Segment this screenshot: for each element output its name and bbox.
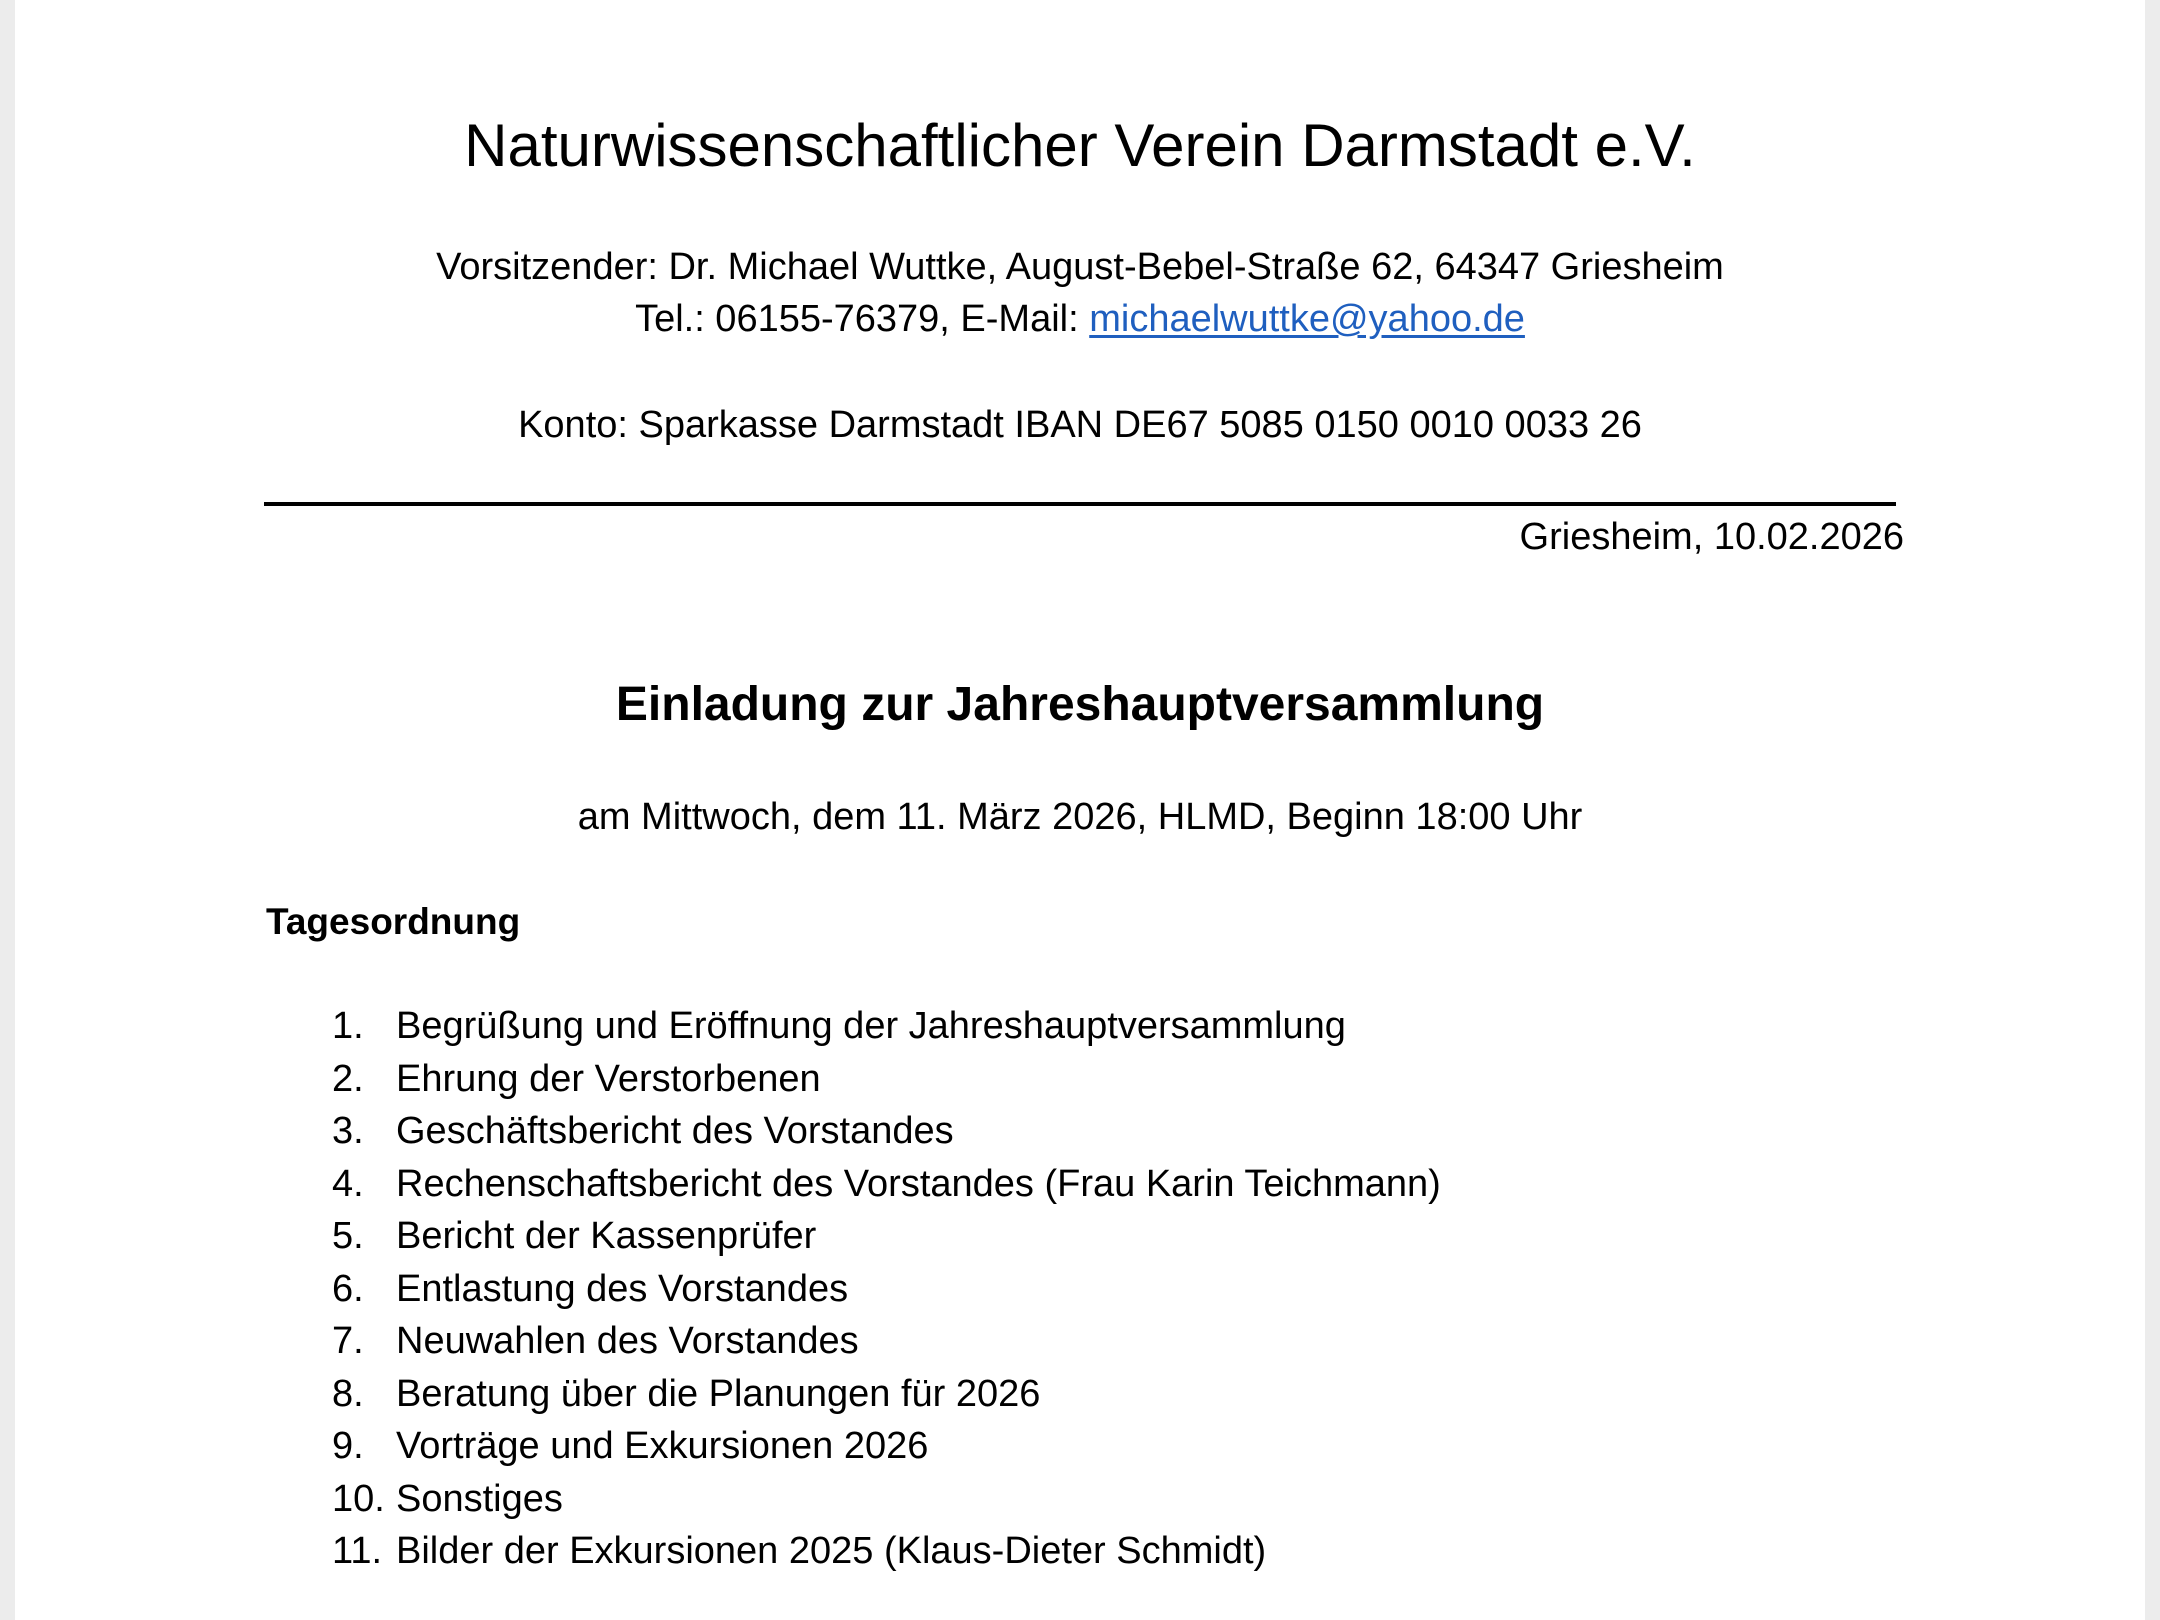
agenda-item-text: Vorträge und Exkursionen 2026 xyxy=(396,1425,929,1467)
agenda-item xyxy=(332,1473,1441,1526)
email-link[interactable]: michaelwuttke@yahoo.de xyxy=(1089,298,1525,340)
agenda-item-text: Bilder der Exkursionen 2025 (Klaus-Dieter Schmidt) xyxy=(396,1530,1267,1572)
agenda-item-number: 8. xyxy=(332,1372,364,1415)
agenda-item-number: 1. xyxy=(332,1005,364,1047)
agenda-item-text: Geschäftsbericht des Vorstandes xyxy=(396,1110,954,1152)
agenda-item xyxy=(332,1525,1441,1578)
invitation-title: Einladung zur Jahreshauptversammlung xyxy=(615,678,1545,731)
agenda-item-number: 9. xyxy=(332,1425,364,1467)
agenda-item-text: Sonstiges xyxy=(396,1477,563,1520)
header-divider xyxy=(264,502,1896,506)
agenda-item-number: 4. xyxy=(332,1162,364,1205)
agenda-item xyxy=(332,1263,1441,1316)
agenda-item xyxy=(332,1210,1441,1263)
agenda-item-text: Rechenschaftsbericht des Vorstandes (Frau Karin Teichmann) xyxy=(396,1162,1441,1205)
agenda-item-number: 5. xyxy=(332,1215,364,1257)
agenda-item-text: Begrüßung und Eröffnung der Jahreshauptversammlung xyxy=(396,1005,1346,1047)
agenda-item xyxy=(332,1368,1441,1421)
meeting-details: am Mittwoch, dem 11. März 2026, HLMD, Beginn 18:00 Uhr xyxy=(577,796,1583,838)
place-and-date: Griesheim, 10.02.2026 xyxy=(1519,516,1904,558)
contact-line xyxy=(15,294,2145,344)
agenda-item-number: 11. xyxy=(332,1530,383,1572)
agenda-item-number: 6. xyxy=(332,1267,364,1310)
agenda-item xyxy=(332,1315,1441,1368)
agenda-heading: Tagesordnung xyxy=(266,901,521,942)
agenda-item xyxy=(332,1420,1441,1473)
agenda-item-text: Entlastung des Vorstandes xyxy=(396,1267,849,1310)
agenda-item xyxy=(332,1053,1441,1106)
agenda-item-number: 3. xyxy=(332,1110,364,1152)
organization-name: Naturwissenschaftlicher Verein Darmstadt e.V. xyxy=(464,112,1696,179)
agenda-item-text: Ehrung der Verstorbenen xyxy=(396,1057,821,1100)
document-page xyxy=(15,0,2145,1620)
agenda-item-text: Bericht der Kassenprüfer xyxy=(396,1215,817,1257)
agenda-item-text: Neuwahlen des Vorstandes xyxy=(396,1320,859,1362)
agenda-item-number: 10. xyxy=(332,1477,385,1520)
agenda-item xyxy=(332,1105,1441,1158)
phone-and-email-label: Tel.: 06155-76379, E-Mail: xyxy=(635,298,1090,340)
agenda-item-number: 7. xyxy=(332,1320,364,1362)
agenda-item-number: 2. xyxy=(332,1057,364,1100)
agenda-list xyxy=(332,1000,1441,1578)
chair-address-line: Vorsitzender: Dr. Michael Wuttke, August-Bebel-Straße 62, 64347 Griesheim xyxy=(436,246,1724,288)
agenda-item-text: Beratung über die Planungen für 2026 xyxy=(396,1372,1041,1415)
bank-account-line: Konto: Sparkasse Darmstadt IBAN DE67 5085 0150 0010 0033 26 xyxy=(518,404,1642,446)
agenda-item xyxy=(332,1000,1441,1053)
agenda-item xyxy=(332,1158,1441,1211)
